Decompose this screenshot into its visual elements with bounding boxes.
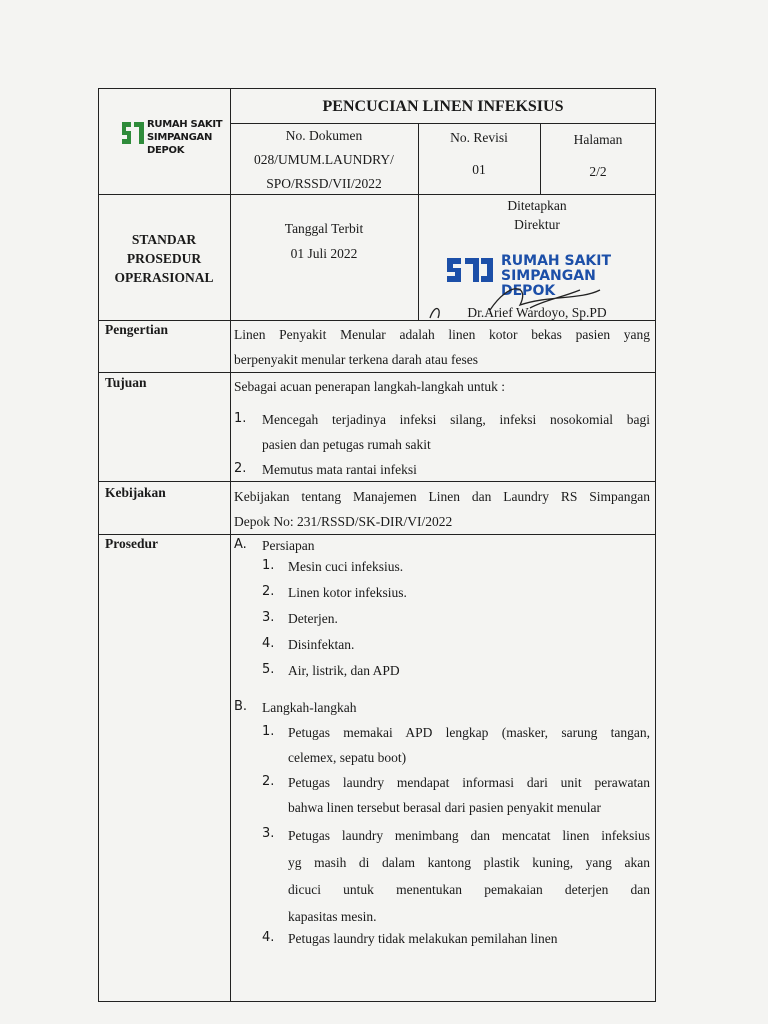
sop-line2: PROSEDUR xyxy=(126,251,202,266)
b-item-2 xyxy=(288,770,650,820)
a-item-5: Air, listrik, dan APD xyxy=(288,663,400,678)
hospital-logo xyxy=(120,112,223,160)
hospital-logo-icon xyxy=(120,116,146,150)
page-value: 2/2 xyxy=(589,164,607,179)
b-item-3 xyxy=(288,822,650,930)
a-item-4-number: 4. xyxy=(262,636,275,651)
a-item-2-number: 2. xyxy=(262,584,275,599)
doc-number-label: No. Dokumen xyxy=(285,128,363,143)
b-item-1 xyxy=(288,720,650,770)
revision-value: 01 xyxy=(472,162,486,177)
hospital-name-line1: RUMAH SAKIT xyxy=(147,119,223,130)
b-item-3-line4: kapasitas mesin. xyxy=(288,909,377,924)
issue-date-value: 01 Juli 2022 xyxy=(290,246,358,261)
sop-line1: STANDAR xyxy=(131,232,197,247)
pengertian-line2: berpenyakit menular terkena darah atau feses xyxy=(234,352,479,367)
approved-by-title: Direktur xyxy=(514,217,560,232)
a-item-1: Mesin cuci infeksius. xyxy=(288,559,404,574)
doc-number-line1: 028/UMUM.LAUNDRY/ xyxy=(254,152,394,167)
a-item-2: Linen kotor infeksius. xyxy=(288,585,407,600)
hospital-logo-text xyxy=(147,118,227,157)
b-item-4-number: 4. xyxy=(262,930,275,945)
b-item-2-number: 2. xyxy=(262,774,275,789)
pengertian-label: Pengertian xyxy=(105,322,168,337)
kebijakan-line2: Depok No: 231/RSSD/SK-DIR/VI/2022 xyxy=(234,514,453,529)
b-item-3-line1: Petugas laundry menimbang dan mencatat linen infeksius xyxy=(288,828,650,843)
b-item-3-line3: dicuci untuk menentukan pemakaian deterjen dan xyxy=(288,882,650,897)
tujuan-item1 xyxy=(262,407,650,457)
b-item-1-number: 1. xyxy=(262,724,275,739)
a-item-4: Disinfektan. xyxy=(288,637,355,652)
page-cell xyxy=(540,127,656,184)
tujuan-item2: Memutus mata rantai infeksi xyxy=(262,462,417,477)
director-name: Dr.Arief Wardoyo, Sp.PD xyxy=(467,305,607,320)
doc-number-cell xyxy=(230,123,418,194)
prosedur-label: Prosedur xyxy=(105,536,158,551)
pengertian-line1: Linen Penyakit Menular adalah linen kotor bekas pasien yang xyxy=(234,327,650,342)
kebijakan-text xyxy=(234,484,650,534)
b-item-3-line2: yg masih di dalam kantong plastik kuning, yang akan xyxy=(288,855,650,870)
b-item-1-line2: celemex, sepatu boot) xyxy=(288,750,407,765)
revision-cell xyxy=(418,125,540,182)
a-item-5-number: 5. xyxy=(262,662,275,677)
divider xyxy=(98,534,656,535)
document-title: PENCUCIAN LINEN INFEKSIUS xyxy=(322,98,564,115)
section-a-letter: A. xyxy=(234,537,247,552)
tujuan-label: Tujuan xyxy=(105,375,147,390)
revision-label: No. Revisi xyxy=(450,130,508,145)
kebijakan-label: Kebijakan xyxy=(105,485,166,500)
issue-date-cell xyxy=(230,216,418,266)
tujuan-item1-number: 1. xyxy=(234,411,247,426)
a-item-3-number: 3. xyxy=(262,610,275,625)
hospital-name-line2: SIMPANGAN DEPOK xyxy=(147,132,213,156)
section-b-letter: B. xyxy=(234,699,248,714)
tujuan-item2-number: 2. xyxy=(234,461,247,476)
approved-label: Ditetapkan xyxy=(507,198,567,213)
tujuan-item1-line1: Mencegah terjadinya infeksi silang, infeksi nosokomial bagi xyxy=(262,412,650,427)
stamp-line1: RUMAH SAKIT xyxy=(501,253,612,269)
page-label: Halaman xyxy=(573,132,623,147)
divider xyxy=(98,194,656,195)
b-item-3-number: 3. xyxy=(262,826,275,841)
b-item-4: Petugas laundry tidak melakukan pemilahan linen xyxy=(288,931,558,946)
section-a-title: Persiapan xyxy=(262,538,315,553)
a-item-3: Deterjen. xyxy=(288,611,338,626)
b-item-2-line1: Petugas laundry mendapat informasi dari unit perawatan xyxy=(288,775,650,790)
b-item-2-line2: bahwa linen tersebut berasal dari pasien penyakit menular xyxy=(288,800,602,815)
doc-number-line2: SPO/RSSD/VII/2022 xyxy=(266,176,382,191)
b-item-1-line1: Petugas memakai APD lengkap (masker, sarung tangan, xyxy=(288,725,650,740)
section-b-title: Langkah-langkah xyxy=(262,700,357,715)
issue-date-label: Tanggal Terbit xyxy=(284,221,364,236)
tujuan-intro: Sebagai acuan penerapan langkah-langkah untuk : xyxy=(234,379,506,394)
a-item-1-number: 1. xyxy=(262,558,275,573)
kebijakan-line1: Kebijakan tentang Manajemen Linen dan Laundry RS Simpangan xyxy=(234,489,650,504)
divider xyxy=(98,372,656,373)
sop-label xyxy=(98,230,230,287)
pengertian-text xyxy=(234,322,650,372)
stamp-line2: SIMPANGAN DEPOK xyxy=(501,268,596,299)
approval-cell xyxy=(418,196,656,234)
sop-line3: OPERASIONAL xyxy=(114,270,214,285)
tujuan-item1-line2: pasien dan petugas rumah sakit xyxy=(262,437,431,452)
